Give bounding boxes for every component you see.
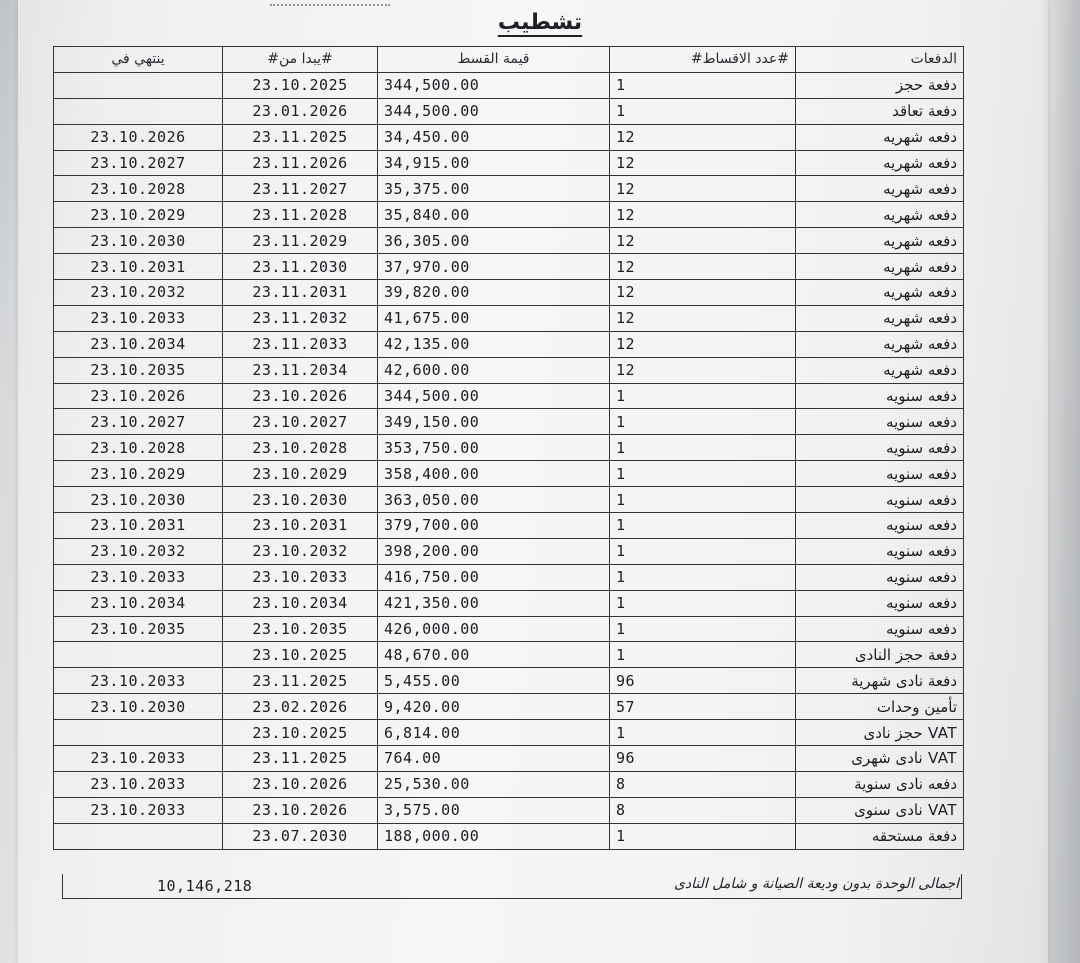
- total-label: اجمالى الوحدة بدون وديعة الصيانة و شامل النادى: [673, 876, 959, 892]
- installment-value-cell: 398,200.00: [378, 538, 610, 564]
- installment-count-cell: 12: [610, 202, 796, 228]
- header-payments: الدفعات: [796, 47, 964, 73]
- start-date-cell: 23.10.2031: [223, 513, 378, 539]
- installment-value-cell: 363,050.00: [378, 487, 610, 513]
- installment-value-cell: 6,814.00: [378, 720, 610, 746]
- installment-value-cell: 35,375.00: [378, 176, 610, 202]
- payment-name-cell: دفعه شهريه: [796, 176, 964, 202]
- end-date-cell: [54, 720, 223, 746]
- payment-name-cell: دفعة حجز: [796, 72, 964, 98]
- table-row: [54, 357, 964, 383]
- table-row: [54, 305, 964, 331]
- payment-name-cell: دفعه شهريه: [796, 202, 964, 228]
- start-date-cell: 23.10.2029: [223, 461, 378, 487]
- installment-count-cell: 12: [610, 357, 796, 383]
- payment-name-cell: دفعه سنويه: [796, 564, 964, 590]
- start-date-cell: 23.10.2026: [223, 797, 378, 823]
- installment-count-cell: 1: [610, 487, 796, 513]
- payment-name-cell: دفعه سنويه: [796, 487, 964, 513]
- header-installment-value: قيمة القسط: [378, 47, 610, 73]
- table-row: [54, 98, 964, 124]
- table-row: [54, 124, 964, 150]
- start-date-cell: 23.11.2029: [223, 228, 378, 254]
- start-date-cell: 23.11.2033: [223, 331, 378, 357]
- installment-count-cell: 1: [610, 823, 796, 849]
- end-date-cell: 23.10.2029: [54, 202, 223, 228]
- installment-count-cell: 12: [610, 305, 796, 331]
- installment-value-cell: 426,000.00: [378, 616, 610, 642]
- installment-value-cell: 379,700.00: [378, 513, 610, 539]
- payment-name-cell: دفعه سنويه: [796, 409, 964, 435]
- payment-name-cell: VAT نادى سنوى: [796, 797, 964, 823]
- installment-value-cell: 358,400.00: [378, 461, 610, 487]
- payment-name-cell: دفعة مستحقه: [796, 823, 964, 849]
- page-title: تشطيب: [497, 10, 583, 35]
- end-date-cell: 23.10.2033: [54, 668, 223, 694]
- payment-name-cell: دفعه شهريه: [796, 280, 964, 306]
- end-date-cell: 23.10.2034: [54, 590, 223, 616]
- cropped-text-fragment: [270, 0, 390, 6]
- start-date-cell: 23.10.2028: [223, 435, 378, 461]
- table-row: [54, 823, 964, 849]
- end-date-cell: 23.10.2033: [54, 564, 223, 590]
- start-date-cell: 23.10.2025: [223, 72, 378, 98]
- table-row: [54, 487, 964, 513]
- end-date-cell: [54, 72, 223, 98]
- installment-count-cell: 1: [610, 538, 796, 564]
- payment-name-cell: VAT حجز نادى: [796, 720, 964, 746]
- end-date-cell: 23.10.2030: [54, 228, 223, 254]
- payment-name-cell: دفعه شهريه: [796, 228, 964, 254]
- start-date-cell: 23.02.2026: [223, 694, 378, 720]
- installment-count-cell: 1: [610, 720, 796, 746]
- payment-name-cell: دفعه سنويه: [796, 461, 964, 487]
- installment-count-cell: 1: [610, 409, 796, 435]
- table-row: [54, 461, 964, 487]
- installment-count-cell: 1: [610, 435, 796, 461]
- installment-count-cell: 1: [610, 98, 796, 124]
- installment-count-cell: 8: [610, 771, 796, 797]
- start-date-cell: 23.07.2030: [223, 823, 378, 849]
- start-date-cell: 23.11.2032: [223, 305, 378, 331]
- installment-count-cell: 12: [610, 150, 796, 176]
- installment-count-cell: 8: [610, 797, 796, 823]
- installment-count-cell: 1: [610, 513, 796, 539]
- installment-value-cell: 9,420.00: [378, 694, 610, 720]
- payment-name-cell: دفعه شهريه: [796, 254, 964, 280]
- installment-count-cell: 1: [610, 461, 796, 487]
- installment-value-cell: 344,500.00: [378, 383, 610, 409]
- table-row: [54, 280, 964, 306]
- table-row: [54, 202, 964, 228]
- end-date-cell: 23.10.2028: [54, 435, 223, 461]
- end-date-cell: 23.10.2033: [54, 771, 223, 797]
- table-row: [54, 513, 964, 539]
- installment-value-cell: 25,530.00: [378, 771, 610, 797]
- table-row: [54, 590, 964, 616]
- table-row: [54, 746, 964, 772]
- installment-value-cell: 421,350.00: [378, 590, 610, 616]
- start-date-cell: 23.11.2026: [223, 150, 378, 176]
- table-row: [54, 254, 964, 280]
- installment-count-cell: 1: [610, 383, 796, 409]
- start-date-cell: 23.11.2031: [223, 280, 378, 306]
- table-row: [54, 72, 964, 98]
- start-date-cell: 23.10.2035: [223, 616, 378, 642]
- table-row: [54, 435, 964, 461]
- table-row: [54, 564, 964, 590]
- end-date-cell: 23.10.2033: [54, 305, 223, 331]
- end-date-cell: 23.10.2026: [54, 383, 223, 409]
- installment-value-cell: 344,500.00: [378, 98, 610, 124]
- installment-count-cell: 12: [610, 331, 796, 357]
- end-date-cell: 23.10.2027: [54, 409, 223, 435]
- payment-name-cell: دفعه سنويه: [796, 616, 964, 642]
- total-value: 10,146,218: [157, 877, 253, 895]
- table-row: [54, 642, 964, 668]
- payment-name-cell: تأمين وحدات: [796, 694, 964, 720]
- payment-name-cell: دفعه شهريه: [796, 305, 964, 331]
- payment-name-cell: دفعه سنويه: [796, 435, 964, 461]
- end-date-cell: 23.10.2032: [54, 280, 223, 306]
- installment-count-cell: 96: [610, 668, 796, 694]
- end-date-cell: [54, 823, 223, 849]
- start-date-cell: 23.10.2030: [223, 487, 378, 513]
- installment-count-cell: 96: [610, 746, 796, 772]
- end-date-cell: 23.10.2031: [54, 254, 223, 280]
- installment-count-cell: 1: [610, 642, 796, 668]
- installment-value-cell: 349,150.00: [378, 409, 610, 435]
- installment-value-cell: 42,600.00: [378, 357, 610, 383]
- table-row: [54, 150, 964, 176]
- installment-value-cell: 36,305.00: [378, 228, 610, 254]
- end-date-cell: 23.10.2027: [54, 150, 223, 176]
- payment-name-cell: دفعه سنويه: [796, 538, 964, 564]
- installment-value-cell: 764.00: [378, 746, 610, 772]
- installment-count-cell: 12: [610, 176, 796, 202]
- end-date-cell: [54, 98, 223, 124]
- end-date-cell: 23.10.2029: [54, 461, 223, 487]
- start-date-cell: 23.11.2025: [223, 668, 378, 694]
- payment-name-cell: VAT نادى شهرى: [796, 746, 964, 772]
- end-date-cell: 23.10.2033: [54, 746, 223, 772]
- installment-value-cell: 35,840.00: [378, 202, 610, 228]
- payment-name-cell: دفعه شهريه: [796, 124, 964, 150]
- table-body: [54, 72, 964, 849]
- start-date-cell: 23.10.2026: [223, 771, 378, 797]
- installment-count-cell: 1: [610, 616, 796, 642]
- end-date-cell: [54, 642, 223, 668]
- end-date-cell: 23.10.2030: [54, 694, 223, 720]
- start-date-cell: 23.10.2025: [223, 720, 378, 746]
- table-row: [54, 331, 964, 357]
- payment-schedule-table: [53, 46, 964, 850]
- header-installment-count: #عدد الاقساط#: [610, 47, 796, 73]
- table-row: [54, 720, 964, 746]
- table-row: [54, 383, 964, 409]
- installment-count-cell: 12: [610, 254, 796, 280]
- installment-count-cell: 12: [610, 124, 796, 150]
- end-date-cell: 23.10.2033: [54, 797, 223, 823]
- installment-count-cell: 57: [610, 694, 796, 720]
- table-row: [54, 694, 964, 720]
- installment-count-cell: 1: [610, 72, 796, 98]
- installment-value-cell: 48,670.00: [378, 642, 610, 668]
- payment-name-cell: دفعه سنويه: [796, 590, 964, 616]
- table-row: [54, 668, 964, 694]
- installment-value-cell: 34,450.00: [378, 124, 610, 150]
- start-date-cell: 23.11.2025: [223, 124, 378, 150]
- table-row: [54, 616, 964, 642]
- start-date-cell: 23.11.2025: [223, 746, 378, 772]
- start-date-cell: 23.01.2026: [223, 98, 378, 124]
- start-date-cell: 23.10.2027: [223, 409, 378, 435]
- page-edge-shadow: [1040, 0, 1080, 963]
- end-date-cell: 23.10.2026: [54, 124, 223, 150]
- installment-value-cell: 42,135.00: [378, 331, 610, 357]
- table-row: [54, 797, 964, 823]
- installment-value-cell: 344,500.00: [378, 72, 610, 98]
- payment-name-cell: دفعة تعاقد: [796, 98, 964, 124]
- end-date-cell: 23.10.2030: [54, 487, 223, 513]
- installment-count-cell: 12: [610, 228, 796, 254]
- installment-value-cell: 3,575.00: [378, 797, 610, 823]
- header-end-date: ينتهي في: [54, 47, 223, 73]
- start-date-cell: 23.10.2034: [223, 590, 378, 616]
- start-date-cell: 23.11.2028: [223, 202, 378, 228]
- header-row: [54, 47, 964, 73]
- payment-name-cell: دفعه شهريه: [796, 331, 964, 357]
- end-date-cell: 23.10.2034: [54, 331, 223, 357]
- installment-value-cell: 416,750.00: [378, 564, 610, 590]
- table-row: [54, 176, 964, 202]
- table-row: [54, 409, 964, 435]
- payment-name-cell: دفعه سنويه: [796, 513, 964, 539]
- start-date-cell: 23.10.2033: [223, 564, 378, 590]
- end-date-cell: 23.10.2035: [54, 357, 223, 383]
- installment-value-cell: 5,455.00: [378, 668, 610, 694]
- end-date-cell: 23.10.2031: [54, 513, 223, 539]
- installment-count-cell: 1: [610, 590, 796, 616]
- installment-count-cell: 1: [610, 564, 796, 590]
- installment-value-cell: 37,970.00: [378, 254, 610, 280]
- start-date-cell: 23.10.2026: [223, 383, 378, 409]
- table-row: [54, 228, 964, 254]
- table-row: [54, 538, 964, 564]
- installment-value-cell: 353,750.00: [378, 435, 610, 461]
- installment-value-cell: 41,675.00: [378, 305, 610, 331]
- start-date-cell: 23.11.2027: [223, 176, 378, 202]
- installment-count-cell: 12: [610, 280, 796, 306]
- payment-name-cell: دفعة نادى شهرية: [796, 668, 964, 694]
- start-date-cell: 23.10.2025: [223, 642, 378, 668]
- installment-value-cell: 39,820.00: [378, 280, 610, 306]
- installment-value-cell: 34,915.00: [378, 150, 610, 176]
- payment-name-cell: دفعه سنويه: [796, 383, 964, 409]
- payment-name-cell: دفعة حجز النادى: [796, 642, 964, 668]
- end-date-cell: 23.10.2028: [54, 176, 223, 202]
- total-row: [62, 874, 962, 899]
- payment-name-cell: دفعه شهريه: [796, 357, 964, 383]
- installment-value-cell: 188,000.00: [378, 823, 610, 849]
- start-date-cell: 23.11.2034: [223, 357, 378, 383]
- start-date-cell: 23.10.2032: [223, 538, 378, 564]
- header-start-date: #يبدا من#: [223, 47, 378, 73]
- table-row: [54, 771, 964, 797]
- end-date-cell: 23.10.2032: [54, 538, 223, 564]
- payment-name-cell: دفعه شهريه: [796, 150, 964, 176]
- payment-name-cell: دفعه نادى سنوية: [796, 771, 964, 797]
- end-date-cell: 23.10.2035: [54, 616, 223, 642]
- start-date-cell: 23.11.2030: [223, 254, 378, 280]
